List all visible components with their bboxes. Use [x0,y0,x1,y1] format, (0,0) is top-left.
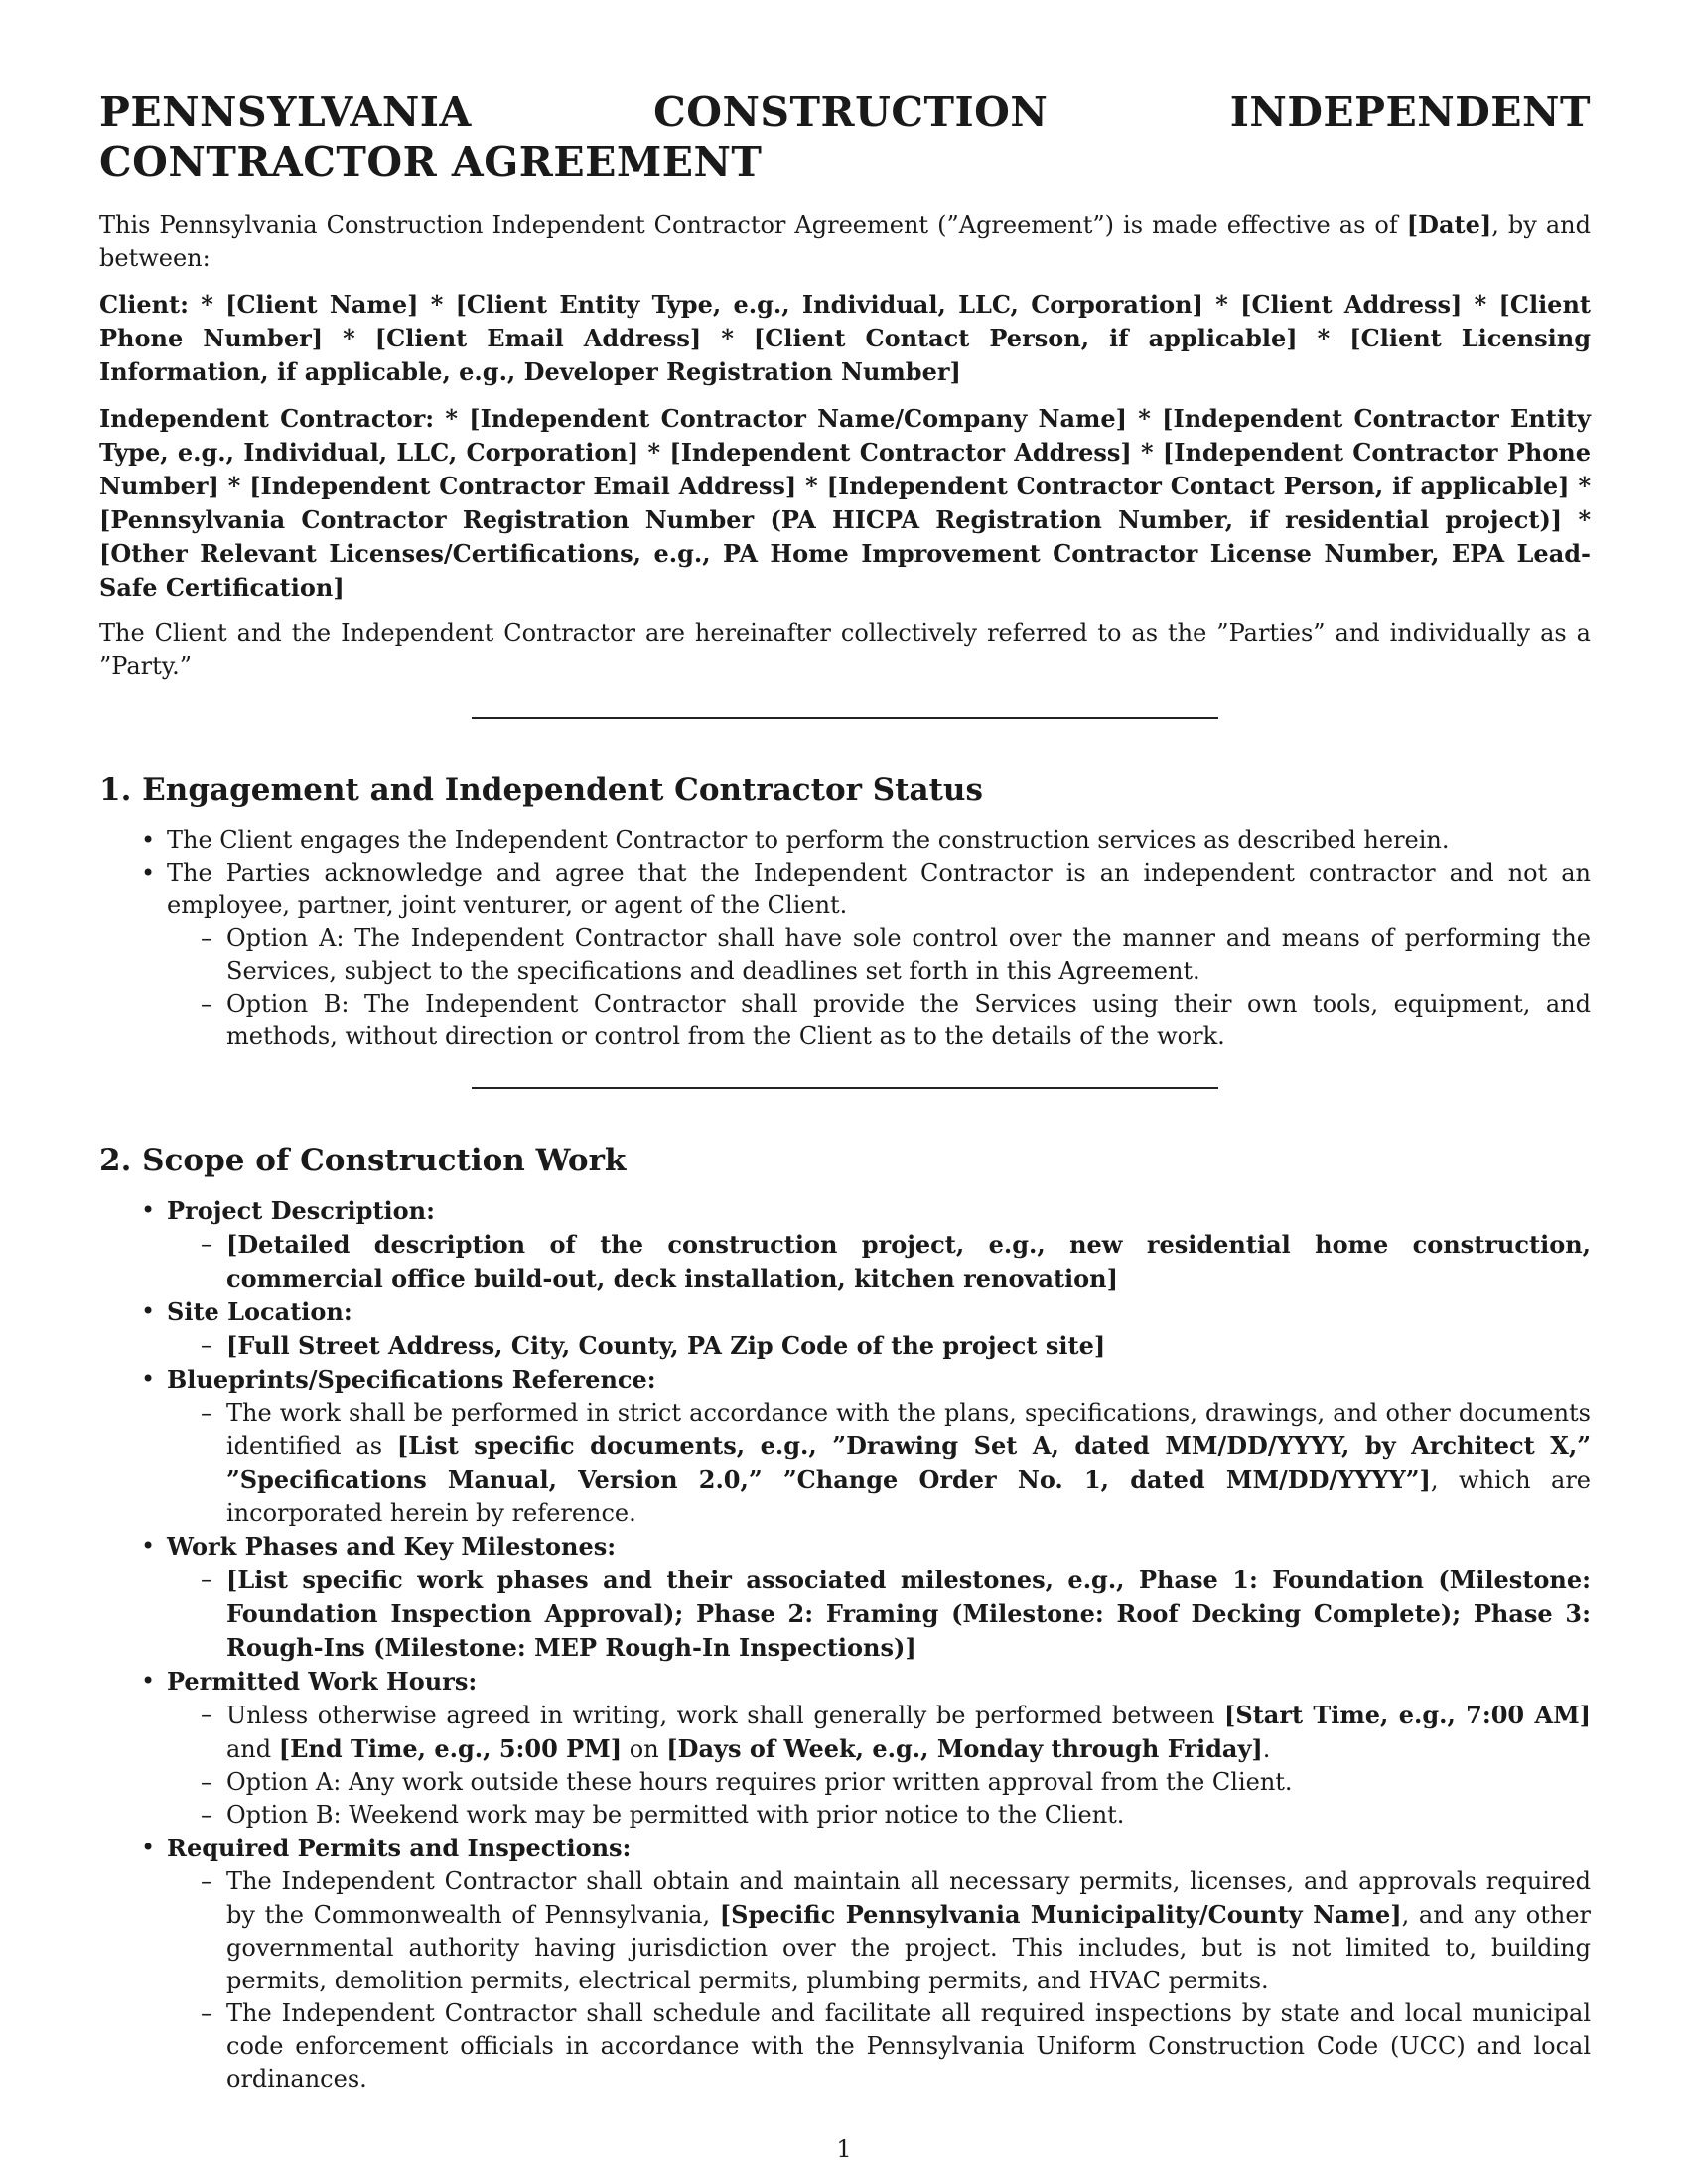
list-item-label: Site Location: [167,1297,352,1326]
blueprints-text-end: , which are incorporated herein by reference. [226,1466,1591,1527]
sub-list-item [167,1228,1591,1296]
end-time-placeholder: [End Time, e.g., 5:00 PM] [278,1734,623,1763]
documents-placeholder: [List specific documents, e.g., ”Drawing Set A, dated MM/DD/YYYY, by Architect X,” ”Specifications Manual, Version 2.0,” ”Change Order No. 1, dated MM/DD/YYYY”] [226,1432,1591,1494]
contractor-block [99,402,1591,605]
client-block [99,288,1591,389]
list-item: • The Client engages the Independent Contractor to perform the construction services as described herein. [99,824,1591,857]
list-item [99,1832,1591,2096]
sub-list-item [167,1865,1591,1997]
sub-list-item [167,1329,1591,1363]
engagement-list [99,824,1591,1053]
blueprints-text: The work shall be performed in strict accordance with the plans, specifications, drawings, and other documents identified as [226,1399,1591,1460]
page-number: 1 [836,2135,852,2163]
document-page [99,87,1591,2096]
list-item [99,1363,1591,1530]
list-item-label: Required Permits and Inspections: [167,1834,632,1862]
scope-list [99,1194,1591,2096]
hours-text: Unless otherwise agreed in writing, work shall generally be performed between [226,1702,1225,1729]
sub-list-item [167,1397,1591,1530]
hours-text-on: on [622,1735,667,1763]
sub-list-item: – The Independent Contractor shall schedule and facilitate all required inspections by state and local municipal code enforcement officials in accordance with the Pennsylvania Uniform Construction Code (UCC) and local ordinances. [167,1997,1591,2096]
sub-list [167,922,1591,1053]
municipality-placeholder: [Specific Pennsylvania Municipality/County Name] [719,1900,1402,1929]
sub-list-item: – Option B: Weekend work may be permitted with prior notice to the Client. [167,1799,1591,1832]
section-divider [472,1087,1218,1089]
document-title: PENNSYLVANIA CONSTRUCTION INDEPENDENT CONTRACTOR AGREEMENT [99,88,1591,186]
phases-placeholder: [List specific work phases and their associated milestones, e.g., Phase 1: Foundation (Milestone: Foundation Inspection Approval); Phase 2: Framing (Milestone: Roof Decking Complete); Phase 3: Rough-Ins (Milestone: MEP Rough-In Inspections)] [226,1566,1591,1662]
list-item [99,1530,1591,1665]
sub-list-item [167,1564,1591,1665]
sub-list [167,1699,1591,1832]
hours-text-and: and [226,1735,279,1763]
list-item [99,1296,1591,1363]
sub-list-item: – Option A: The Independent Contractor shall have sole control over the manner and means of performing the Services, subject to the specifications and deadlines set forth in this Agreement. [167,922,1591,988]
list-item [99,1665,1591,1832]
section-heading-engagement: 1. Engagement and Independent Contractor Status [99,772,983,808]
section-heading-scope: 2. Scope of Construction Work [99,1143,627,1178]
contractor-details: Independent Contractor: * [Independent Contractor Name/Company Name] * [Independent Contractor Entity Type, e.g., Individual, LLC, Corporation] * [Independent Contractor Address] * [Independent Contractor Phone Number] * [Independent Contractor Email Address] * [Independent Contractor Contact Person, if applicable] * [Pennsylvania Contractor Registration Number (PA HICPA Registration Number, if residential project)] * [Other Relevant Licenses/Certifications, e.g., PA Home Improvement Contractor License Number, EPA Lead-Safe Certification] [99,404,1591,602]
sub-list [167,1397,1591,1530]
days-placeholder: [Days of Week, e.g., Monday through Friday] [666,1734,1263,1763]
sub-list [167,1865,1591,2096]
section-divider [472,717,1218,719]
intro-text-end: , by and between: [99,211,1591,272]
sub-list-item [167,1699,1591,1766]
parties-note: The Client and the Independent Contractor are hereinafter collectively referred to as the ”Parties” and individually as a ”Party.” [99,619,1591,680]
list-item-label: Work Phases and Key Milestones: [167,1532,617,1561]
list-item-text: The Parties acknowledge and agree that the Independent Contractor is an independent contractor and not an employee, partner, joint venturer, or agent of the Client. [167,859,1591,919]
sub-list [167,1228,1591,1296]
list-item [99,857,1591,1053]
list-item-label: Permitted Work Hours: [167,1667,478,1696]
intro-text: This Pennsylvania Construction Independent Contractor Agreement (”Agreement”) is made effective as of [99,211,1407,239]
list-item [99,1194,1591,1296]
permits-text-end: , and any other governmental authority having jurisdiction over the project. This includes, but is not limited to, building permits, demolition permits, electrical permits, plumbing permits, and HVAC permits. [226,1901,1591,1994]
effective-date-placeholder: [Date] [1406,210,1492,239]
site-location-placeholder: [Full Street Address, City, County, PA Zip Code of the project site] [226,1331,1106,1360]
sub-list-item: – Option A: Any work outside these hours requires prior written approval from the Client. [167,1766,1591,1799]
sub-list-item: – Option B: The Independent Contractor shall provide the Services using their own tools, equipment, and methods, without direction or control from the Client as to the details of the work. [167,988,1591,1053]
sub-list [167,1329,1591,1363]
client-details: Client: * [Client Name] * [Client Entity Type, e.g., Individual, LLC, Corporation] * [Client Address] * [Client Phone Number] * [Client Email Address] * [Client Contact Person, if applicable] * [Client Licensing Information, if applicable, e.g., Developer Registration Number] [99,290,1591,386]
project-description-placeholder: [Detailed description of the construction project, e.g., new residential home construction, commercial office build-out, deck installation, kitchen renovation] [226,1230,1591,1293]
list-item-label: Project Description: [167,1196,435,1225]
hours-text-period: . [1262,1735,1271,1763]
permits-text: The Independent Contractor shall obtain and maintain all necessary permits, licenses, and approvals required by the Commonwealth of Pennsylvania, [226,1867,1591,1929]
intro-paragraph [99,208,1591,275]
sub-list [167,1564,1591,1665]
list-item-label: Blueprints/Specifications Reference: [167,1365,656,1394]
start-time-placeholder: [Start Time, e.g., 7:00 AM] [1224,1701,1592,1729]
